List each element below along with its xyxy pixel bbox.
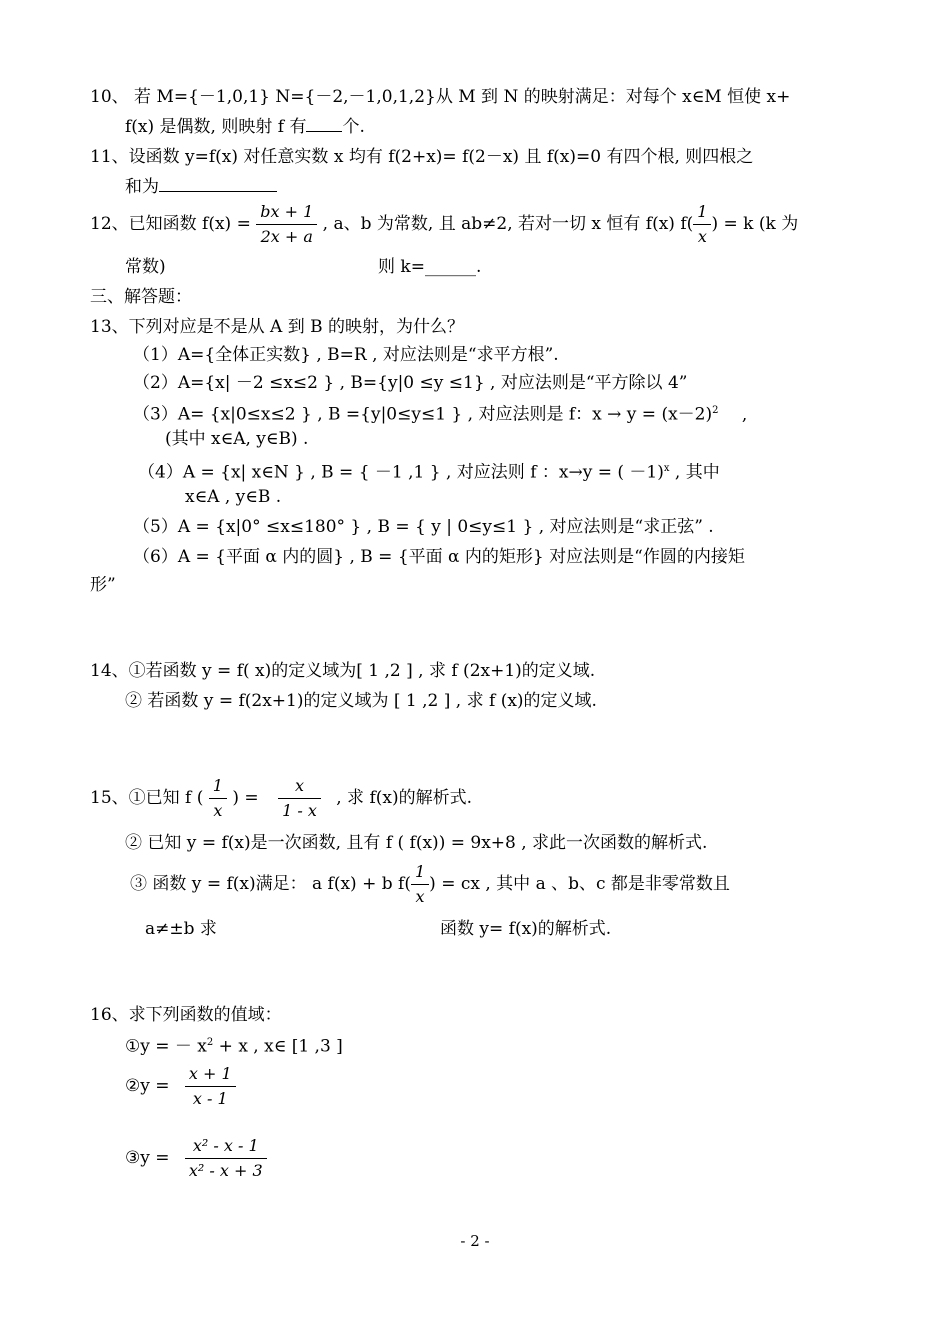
q11-line1: 11、设函数 y=f(x) 对任意实数 x 均有 f(2+x)= f(2－x) 且 f(x)=0 有四个根, 则四根之 xyxy=(90,147,754,167)
q13-item4-end: , 其中 xyxy=(674,462,720,483)
q16-item1 xyxy=(125,1032,343,1058)
q15-c-inv-den: x xyxy=(411,884,429,907)
q13-item3-line1 xyxy=(133,400,747,426)
q15-a-frac-num: x xyxy=(294,776,304,795)
q15-a-frac-den: 1 - x xyxy=(278,798,321,821)
q13-item6-line2: 形” xyxy=(90,575,116,595)
q15-part3-line2b: 函数 y= f(x)的解析式. xyxy=(440,919,612,939)
q12-line2b: 则 k=______. xyxy=(378,257,482,277)
q15-a-inv-den: x xyxy=(209,798,227,821)
q12-inv-den: x xyxy=(693,224,711,247)
q13-item1: （1）A={全体正实数} , B=R , 对应法则是“求平方根”. xyxy=(133,345,559,365)
q16-title: 16、求下列函数的值域： xyxy=(90,1005,282,1025)
q16-item2-den: x - 1 xyxy=(185,1086,236,1109)
q12-inv-num: 1 xyxy=(697,202,708,221)
q15-part1 xyxy=(90,774,472,822)
q10-line1: 10、 若 M={－1,0,1} N={－2,－1,0,1,2}从 M 到 N 的映射满足：对每个 x∈M 恒使 x+ xyxy=(90,87,791,107)
q15-c-suffix: ) = cx , 其中 a 、b、c 都是非零常数且 xyxy=(429,874,730,894)
q13-item3-text: （3）A= {x|0≤x≤2 } , B ={y|0≤y≤1 } , 对应法则是 f：x → y = (x－2) xyxy=(133,404,713,425)
q12-line1 xyxy=(90,200,798,248)
q12-inv-fraction xyxy=(693,202,711,247)
q15-c-inv-num: 1 xyxy=(414,862,426,881)
q14-part1: 14、①若函数 y = f( x)的定义域为[ 1 ,2 ] , 求 f (2x+1)的定义域. xyxy=(90,661,596,681)
q10-end: 个. xyxy=(342,117,365,137)
q15-part3-line1 xyxy=(130,860,730,908)
q16-item1-suffix: + x , x∈ [1 ,3 ] xyxy=(213,1036,343,1057)
q13-item5: （5）A = {x|0° ≤x≤180° } , B = { y | 0≤y≤1 } , 对应法则是“求正弦” . xyxy=(133,517,714,537)
q14-part2: ② 若函数 y = f(2x+1)的定义域为 [ 1 ,2 ] , 求 f (x)的定义域. xyxy=(125,691,597,711)
q12-frac-den: 2x + a xyxy=(256,224,317,247)
q16-item2-label: ②y = xyxy=(125,1076,170,1096)
q11-blank xyxy=(159,177,277,192)
section-heading: 三、解答题： xyxy=(90,287,192,307)
q12-suffix: ) = k (k 为 xyxy=(711,214,799,234)
q12-middle: , a、b 为常数, 且 ab≠2, 若对一切 x 恒有 f(x) f( xyxy=(322,214,694,234)
q15-a-mid: ) = xyxy=(232,788,259,808)
q15-a-suffix: , 求 f(x)的解析式. xyxy=(336,788,473,808)
q16-item3 xyxy=(125,1134,267,1182)
q13-item4-line2: x∈A , y∈B . xyxy=(185,487,282,507)
q15-a-prefix: 15、①已知 f ( xyxy=(90,788,204,808)
q13-item3-line2: (其中 x∈A, y∈B) . xyxy=(165,429,309,449)
q15-a-inv-fraction xyxy=(209,776,227,821)
q13-item6-line1: （6）A = {平面 α 内的圆} , B = {平面 α 内的矩形} 对应法则是“作圆的内接矩 xyxy=(133,547,745,567)
q12-fraction xyxy=(256,202,317,247)
q16-item3-label: ③y = xyxy=(125,1148,170,1168)
q16-item3-num: x² - x - 1 xyxy=(192,1136,259,1155)
q15-part2: ② 已知 y = f(x)是一次函数, 且有 f ( f(x)) = 9x+8 , 求此一次函数的解析式. xyxy=(125,833,708,853)
q15-c-inv-fraction xyxy=(411,862,429,907)
q10-blank xyxy=(306,117,342,132)
q16-item1-prefix: ①y = － x xyxy=(125,1036,207,1057)
q15-a-fraction xyxy=(278,776,321,821)
q11-text: 和为 xyxy=(125,177,159,197)
q12-prefix: 12、已知函数 f(x) = xyxy=(90,214,251,234)
q16-item3-fraction xyxy=(185,1136,267,1181)
q10-line2 xyxy=(125,116,365,138)
q13-item4-text: （4）A = {x| x∈N } , B = { －1 ,1 } , 对应法则 f ：x→y = ( －1) xyxy=(138,462,664,483)
q15-part3-line2a: a≠±b 求 xyxy=(145,919,217,939)
q15-c-prefix: ③ 函数 y = f(x)满足： a f(x) + b f( xyxy=(130,874,411,894)
q16-item1-sup: 2 xyxy=(206,1037,214,1048)
q11-line2 xyxy=(125,176,277,198)
q13-item3-end: , xyxy=(741,404,748,425)
q16-item2-fraction xyxy=(185,1064,236,1109)
q16-item3-den: x² - x + 3 xyxy=(185,1158,267,1181)
q12-line2a: 常数) xyxy=(125,257,166,277)
q13-item3-sup: 2 xyxy=(712,405,719,416)
q12-frac-num: bx + 1 xyxy=(260,202,314,221)
q13-title: 13、下列对应是不是从 A 到 B 的映射，为什么？ xyxy=(90,317,465,337)
q16-item2-num: x + 1 xyxy=(188,1064,232,1083)
q13-item4-line1 xyxy=(138,458,720,484)
q13-item4-sup: x xyxy=(663,463,670,474)
q10-text: f(x) 是偶数, 则映射 f 有 xyxy=(125,117,307,137)
page-number: - 2 - xyxy=(460,1232,490,1250)
q15-a-inv-num: 1 xyxy=(212,776,223,795)
q13-item2: （2）A={x| －2 ≤x≤2 } , B={y|0 ≤y ≤1} , 对应法则是“平方除以 4” xyxy=(133,373,688,393)
q16-item2 xyxy=(125,1062,236,1110)
